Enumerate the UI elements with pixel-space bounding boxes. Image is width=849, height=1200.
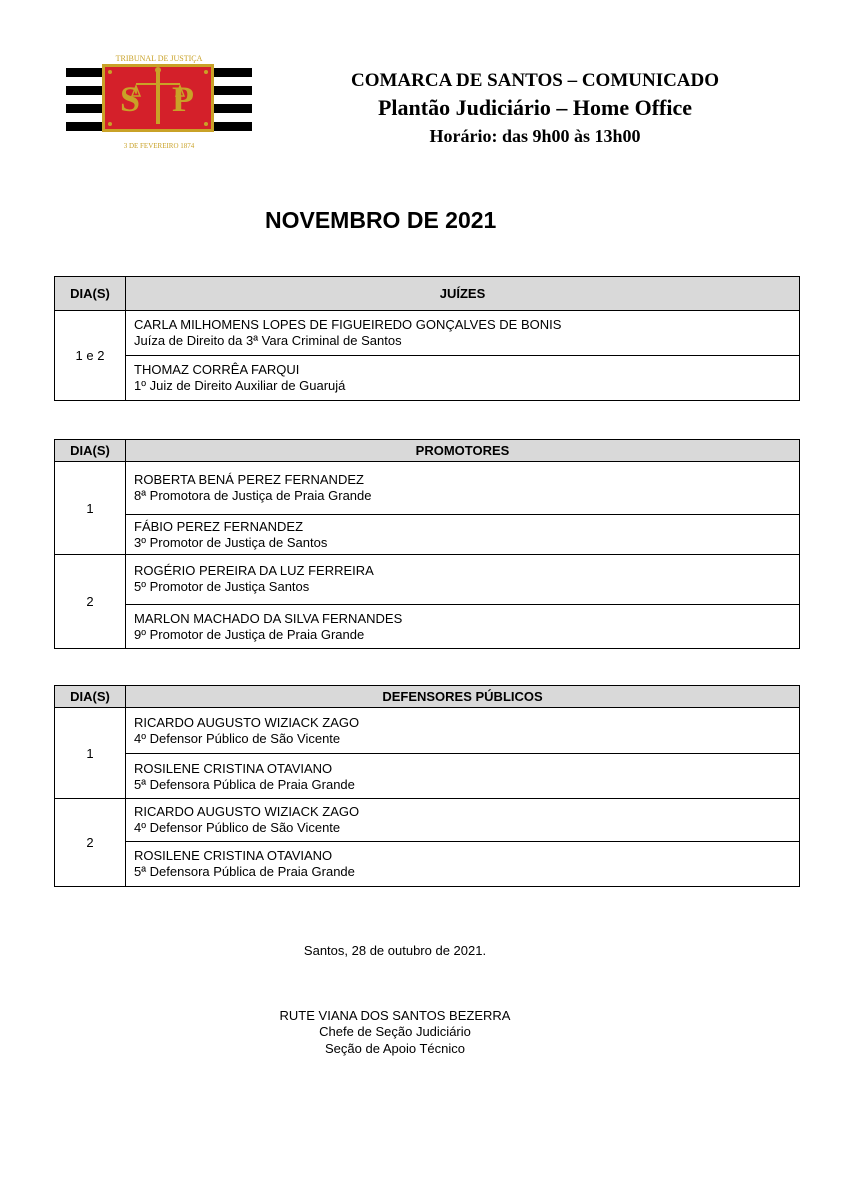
logo-bottom-text: 3 DE FEVEREIRO 1874 xyxy=(123,142,195,150)
table-header-row xyxy=(55,277,800,311)
person-name: RICARDO AUGUSTO WIZIACK ZAGO xyxy=(134,804,360,819)
date-line: Santos, 28 de outubro de 2021. xyxy=(303,943,487,958)
col-header-day: DIA(S) xyxy=(55,277,126,311)
person-role: 3º Promotor de Justiça de Santos xyxy=(134,535,328,550)
table-row xyxy=(55,842,800,887)
person-cell xyxy=(126,799,800,842)
person-name: THOMAZ CORRÊA FARQUI xyxy=(134,362,300,377)
person-cell xyxy=(126,311,800,356)
table-row xyxy=(55,605,800,649)
header-line-2: Plantão Judiciário – Home Office xyxy=(377,95,693,120)
person-name: FÁBIO PEREZ FERNANDEZ xyxy=(134,519,304,534)
person-cell xyxy=(126,754,800,799)
signer-name: RUTE VIANA DOS SANTOS BEZERRA xyxy=(279,1008,511,1023)
day-cell: 1 e 2 xyxy=(55,311,126,401)
person-role: 8ª Promotora de Justiça de Praia Grande xyxy=(134,488,372,503)
person-cell xyxy=(126,555,800,605)
header-line-1: COMARCA DE SANTOS – COMUNICADO xyxy=(350,70,720,91)
juizes-table xyxy=(54,276,800,401)
logo-letter-right: P xyxy=(172,79,194,119)
signer-title: Chefe de Seção Judiciário xyxy=(319,1024,471,1039)
header-line-3: Horário: das 9h00 às 13h00 xyxy=(429,126,641,146)
defensores-table xyxy=(54,685,800,887)
person-cell xyxy=(126,708,800,754)
table-row xyxy=(55,356,800,401)
col-header-day: DIA(S) xyxy=(55,686,126,708)
person-role: 5ª Defensora Pública de Praia Grande xyxy=(134,777,355,792)
table-row xyxy=(55,708,800,754)
table-row xyxy=(55,462,800,515)
day-cell: 2 xyxy=(55,799,126,887)
col-header-title: DEFENSORES PÚBLICOS xyxy=(126,686,800,708)
person-name: MARLON MACHADO DA SILVA FERNANDES xyxy=(134,611,403,626)
month-title: NOVEMBRO DE 2021 xyxy=(265,207,497,233)
person-role: 4º Defensor Público de São Vicente xyxy=(134,731,341,746)
person-role: 9º Promotor de Justiça de Praia Grande xyxy=(134,627,365,642)
person-name: ROSILENE CRISTINA OTAVIANO xyxy=(134,848,333,863)
person-cell xyxy=(126,462,800,515)
person-name: ROBERTA BENÁ PEREZ FERNANDEZ xyxy=(134,472,364,487)
table-row xyxy=(55,311,800,356)
col-header-day: DIA(S) xyxy=(55,440,126,462)
person-role: 5º Promotor de Justiça Santos xyxy=(134,579,310,594)
day-cell: 2 xyxy=(55,555,126,649)
person-name: RICARDO AUGUSTO WIZIACK ZAGO xyxy=(134,715,360,730)
person-role: 4º Defensor Público de São Vicente xyxy=(134,820,341,835)
col-header-title: PROMOTORES xyxy=(126,440,800,462)
table-header-row xyxy=(55,440,800,462)
person-name: ROSILENE CRISTINA OTAVIANO xyxy=(134,761,333,776)
day-cell: 1 xyxy=(55,708,126,799)
table-row xyxy=(55,754,800,799)
table-header-row xyxy=(55,686,800,708)
table-row xyxy=(55,555,800,605)
person-cell xyxy=(126,515,800,555)
tjsp-logo xyxy=(66,52,252,154)
promotores-table xyxy=(54,439,800,649)
person-role: Juíza de Direito da 3ª Vara Criminal de Santos xyxy=(134,333,402,348)
day-cell: 1 xyxy=(55,462,126,555)
logo-top-text: TRIBUNAL DE JUSTIÇA xyxy=(115,54,203,63)
person-cell xyxy=(126,605,800,649)
person-role: 5ª Defensora Pública de Praia Grande xyxy=(134,864,355,879)
col-header-title: JUÍZES xyxy=(126,277,800,311)
signer-dept: Seção de Apoio Técnico xyxy=(325,1041,465,1056)
person-name: CARLA MILHOMENS LOPES DE FIGUEIREDO GONÇALVES DE BONIS xyxy=(134,317,562,332)
person-role: 1º Juiz de Direito Auxiliar de Guarujá xyxy=(134,378,346,393)
person-name: ROGÉRIO PEREIRA DA LUZ FERREIRA xyxy=(134,563,374,578)
table-row xyxy=(55,799,800,842)
person-cell xyxy=(126,356,800,401)
person-cell xyxy=(126,842,800,887)
table-row xyxy=(55,515,800,555)
logo-letter-left: S xyxy=(120,79,141,119)
